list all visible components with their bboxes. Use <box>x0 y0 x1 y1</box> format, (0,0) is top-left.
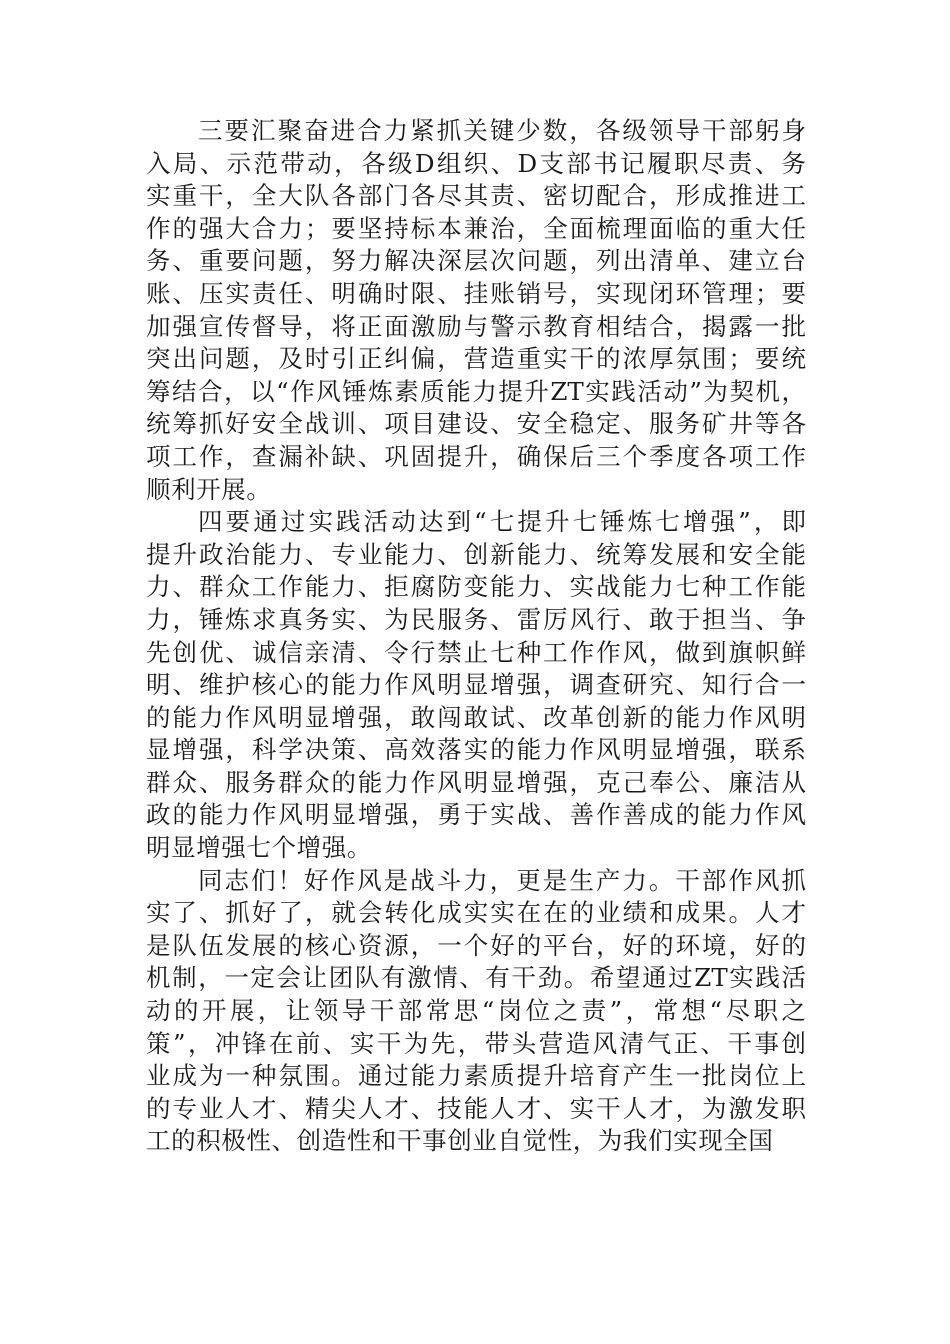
text-line: 业成为一种氛围。通过能力素质提升培育产生一批岗位上 <box>146 1061 806 1091</box>
text-line: 统筹抓好安全战训、项目建设、安全稳定、服务矿井等各 <box>146 409 806 439</box>
text-line: 机制，一定会让团队有激情、有干劲。希望通过ZT实践活 <box>146 963 806 993</box>
text-line: 四要通过实践活动达到“七提升七锤炼七增强”，即 <box>198 507 806 537</box>
text-line: 动的开展，让领导干部常思“岗位之责”，常想“尽职之 <box>146 996 806 1026</box>
text-line: 力，锤炼求真务实、为民服务、雷厉风行、敢于担当、争 <box>146 604 806 634</box>
document-body <box>146 115 806 1158</box>
text-line: 群众、服务群众的能力作风明显增强，克己奉公、廉洁从 <box>146 767 806 797</box>
text-line: 同志们！好作风是战斗力，更是生产力。干部作风抓 <box>198 865 806 895</box>
paragraph-comrades <box>146 865 806 1158</box>
text-line: 的能力作风明显增强，敢闯敢试、改革创新的能力作风明 <box>146 702 806 732</box>
text-line: 显增强，科学决策、高效落实的能力作风明显增强，联系 <box>146 735 806 765</box>
text-line: 突出问题，及时引正纠偏，营造重实干的浓厚氛围；要统 <box>146 344 806 374</box>
text-line: 加强宣传督导，将正面激励与警示教育相结合，揭露一批 <box>146 311 806 341</box>
text-line: 力、群众工作能力、拒腐防变能力、实战能力七种工作能 <box>146 572 806 602</box>
paragraph-four <box>146 506 806 865</box>
text-line: 政的能力作风明显增强，勇于实战、善作善成的能力作风 <box>146 800 806 830</box>
text-line: 明显增强七个增强。 <box>146 833 372 863</box>
text-line: 项工作，查漏补缺、巩固提升，确保后三个季度各项工作 <box>146 441 806 471</box>
text-line: 三要汇聚奋进合力紧抓关键少数，各级领导干部躬身 <box>198 116 806 145</box>
text-line: 筹结合，以“作风锤炼素质能力提升ZT实践活动”为契机， <box>146 376 806 406</box>
text-line: 明、维护核心的能力作风明显增强，调查研究、知行合一 <box>146 670 806 700</box>
text-line: 是队伍发展的核心资源，一个好的平台，好的环境，好的 <box>146 930 806 960</box>
text-line: 策”，冲锋在前、实干为先，带头营造风清气正、干事创 <box>146 1028 806 1058</box>
text-line: 先创优、诚信亲清、令行禁止七种工作作风，做到旗帜鲜 <box>146 637 806 667</box>
text-line: 顺利开展。 <box>146 474 272 504</box>
text-line: 实重干，全大队各部门各尽其责、密切配合，形成推进工 <box>146 181 806 211</box>
text-line: 入局、示范带动，各级D组织、D支部书记履职尽责、务 <box>146 148 806 178</box>
text-line: 的专业人才、精尖人才、技能人才、实干人才，为激发职 <box>146 1093 806 1123</box>
text-line: 实了、抓好了，就会转化成实实在在的业绩和成果。人才 <box>146 898 806 928</box>
text-line: 作的强大合力；要坚持标本兼治，全面梳理面临的重大任 <box>146 213 806 243</box>
paragraph-three <box>146 115 806 506</box>
text-line: 工的积极性、创造性和干事创业自觉性，为我们实现全国 <box>146 1126 774 1156</box>
text-line: 提升政治能力、专业能力、创新能力、统筹发展和安全能 <box>146 539 806 569</box>
text-line: 务、重要问题，努力解决深层次问题，列出清单、建立台 <box>146 246 806 276</box>
text-line: 账、压实责任、明确时限、挂账销号，实现闭环管理；要 <box>146 278 806 308</box>
